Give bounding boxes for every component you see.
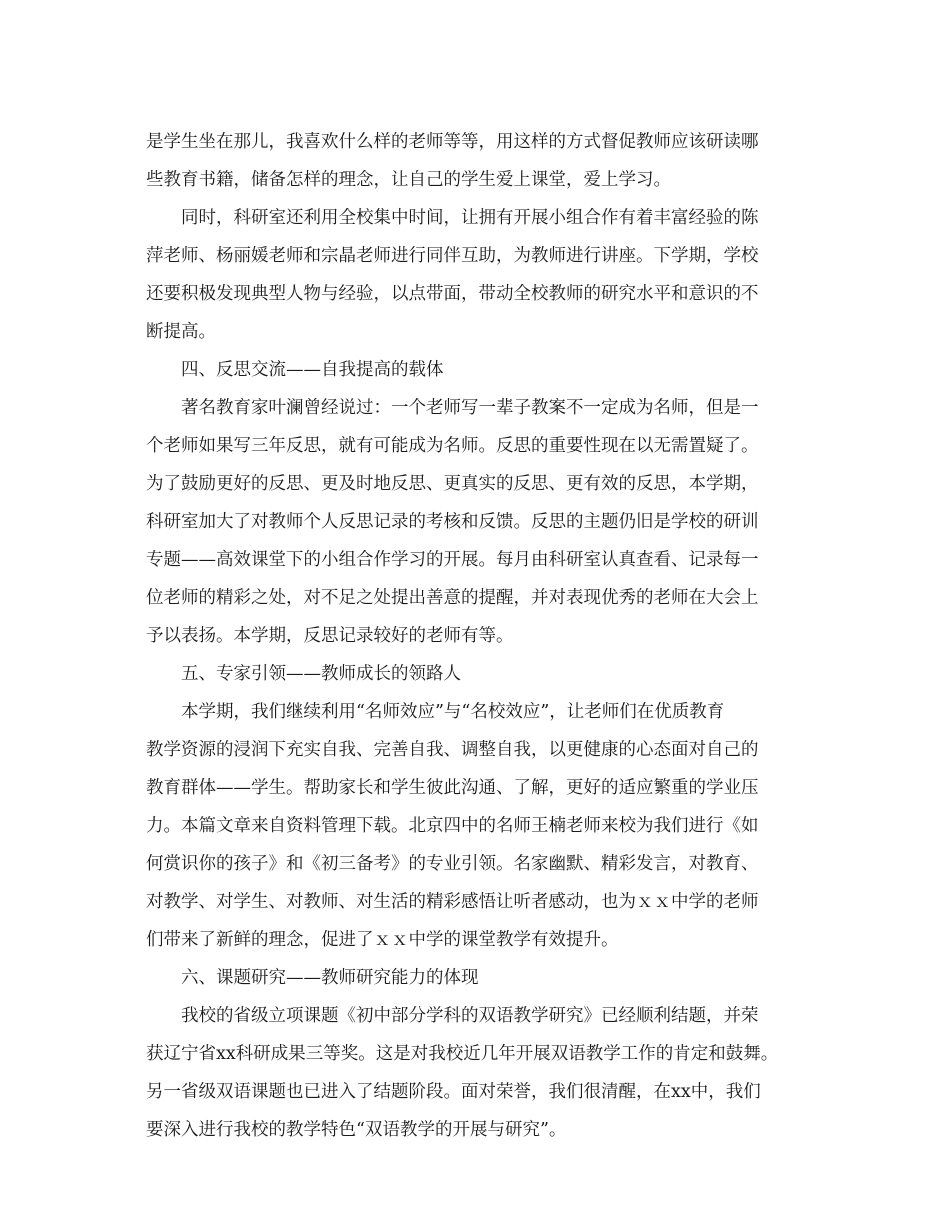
text-line-22: 们带来了新鲜的理念，促进了ｘｘ中学的课堂教学有效提升。 <box>146 930 619 950</box>
text-line-24: 我校的省级立项课题《初中部分学科的双语教学研究》已经顺利结题，并荣 <box>181 1006 759 1026</box>
text-line-16: 本学期，我们继续利用“名师效应”与“名校效应”，让老师们在优质教育 <box>181 702 725 722</box>
text-line-6: 断提高。 <box>146 322 216 342</box>
text-line-14: 予以表扬。本学期，反思记录较好的老师有等。 <box>146 626 514 646</box>
text-line-10: 为了鼓励更好的反思、更及时地反思、更真实的反思、更有效的反思，本学期， <box>146 474 759 494</box>
text-line-13: 位老师的精彩之处，对不足之处提出善意的提醒，并对表现优秀的老师在大会上 <box>146 588 759 608</box>
text-line-9: 个老师如果写三年反思，就有可能成为名师。反思的重要性现在以无需置疑了。 <box>146 436 759 456</box>
text-line-4: 萍老师、杨丽媛老师和宗晶老师进行同伴互助，为教师进行讲座。下学期，学校 <box>146 246 759 266</box>
text-line-18: 教育群体——学生。帮助家长和学生彼此沟通、了解，更好的适应繁重的学业压 <box>146 778 759 798</box>
text-line-20: 何赏识你的孩子》和《初三备考》的专业引领。名家幽默、精彩发言，对教育、 <box>146 854 759 874</box>
text-line-12: 专题——高效课堂下的小组合作学习的开展。每月由科研室认真查看、记录每一 <box>146 550 759 570</box>
section-heading-5: 五、专家引领——教师成长的领路人 <box>181 664 461 684</box>
text-line-8: 著名教育家叶澜曾经说过：一个老师写一辈子教案不一定成为名师，但是一 <box>181 398 759 418</box>
section-heading-4: 四、反思交流——自我提高的载体 <box>181 360 444 380</box>
text-line-2: 些教育书籍，储备怎样的理念，让自己的学生爱上课堂，爱上学习。 <box>146 170 671 190</box>
text-line-17: 教学资源的浸润下充实自我、完善自我、调整自我，以更健康的心态面对自己的 <box>146 740 759 760</box>
text-line-19: 力。本篇文章来自资料管理下载。北京四中的名师王楠老师来校为我们进行《如 <box>146 816 759 836</box>
section-heading-6: 六、课题研究——教师研究能力的体现 <box>181 968 479 988</box>
text-line-21: 对教学、对学生、对教师、对生活的精彩感悟让听者感动，也为ｘｘ中学的老师 <box>146 892 759 912</box>
text-line-1: 是学生坐在那儿，我喜欢什么样的老师等等，用这样的方式督促教师应该研读哪 <box>146 132 759 152</box>
text-line-5: 还要积极发现典型人物与经验，以点带面，带动全校教师的研究水平和意识的不 <box>146 284 759 304</box>
text-line-26: 另一省级双语课题也已进入了结题阶段。面对荣誉，我们很清醒，在xx中，我们 <box>146 1082 761 1102</box>
text-line-11: 科研室加大了对教师个人反思记录的考核和反馈。反思的主题仍旧是学校的研训 <box>146 512 759 532</box>
text-line-27: 要深入进行我校的教学特色“双语教学的开展与研究”。 <box>146 1120 567 1140</box>
text-line-3: 同时，科研室还利用全校集中时间，让拥有开展小组合作有着丰富经验的陈 <box>181 208 759 228</box>
text-line-25: 获辽宁省xx科研成果三等奖。这是对我校近几年开展双语教学工作的肯定和鼓舞。 <box>146 1044 779 1064</box>
